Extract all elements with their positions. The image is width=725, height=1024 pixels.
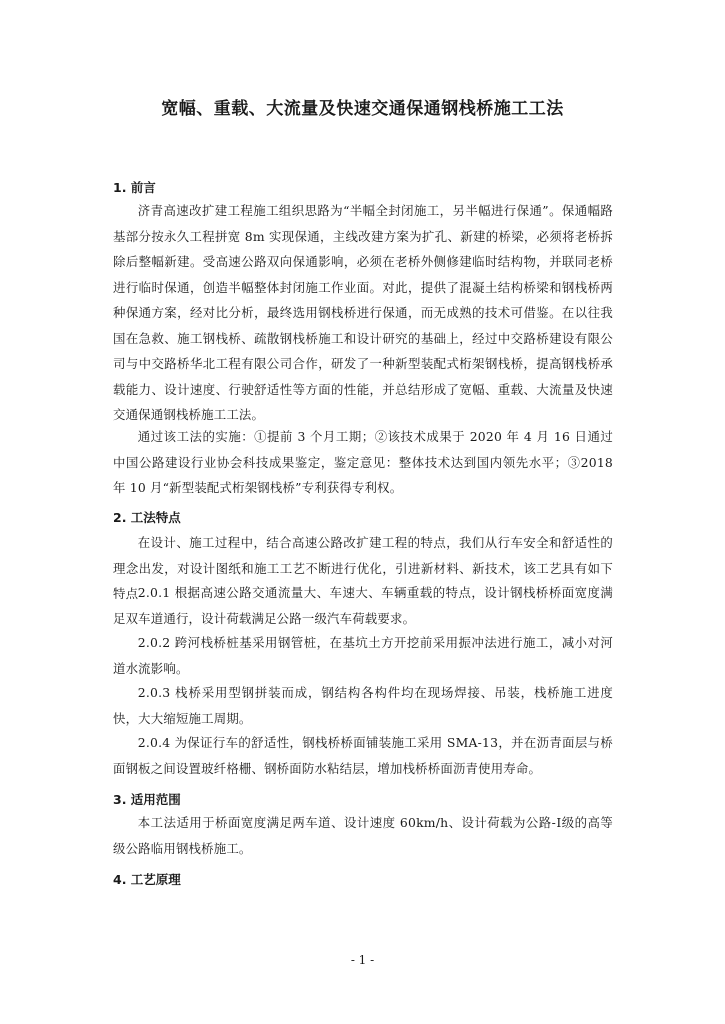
features-item-2-0-4: 2.0.4 为保证行车的舒适性，钢栈桥桥面铺装施工采用 SMA-13，并在沥青面层与桥面钢板之间设置玻纤格栅、钢桥面防水粘结层，增加栈桥桥面沥青使用寿命。 <box>113 735 613 776</box>
section-heading-preface: 1. 前言 <box>113 180 156 195</box>
features-item-2-0-3: 2.0.3 栈桥采用型钢拼装而成，钢结构各构件均在现场焊接、吊装，栈桥施工进度快，大大缩短施工周期。 <box>113 685 613 726</box>
section-heading-scope: 3. 适用范围 <box>113 792 181 807</box>
features-paragraph-intro: 在设计、施工过程中，结合高速公路改扩建工程的特点，我们从行车安全和舒适性的理念出发，对设计图纸和施工工艺不断进行优化，引进新材料、新技术，该工艺具有如下特点 <box>113 535 613 601</box>
scope-paragraph: 本工法适用于桥面宽度满足两车道、设计速度 60km/h、设计荷载为公路-Ⅰ级的高等级公路临用钢栈桥施工。 <box>113 815 613 856</box>
section-heading-features: 2. 工法特点 <box>113 510 181 525</box>
document-title: 宽幅、重载、大流量及快速交通保通钢栈桥施工工法 <box>161 99 564 119</box>
features-item-2-0-2: 2.0.2 跨河栈桥桩基采用钢管桩，在基坑土方开挖前采用振冲法进行施工，减小对河道水流影响。 <box>113 635 613 676</box>
features-item-2-0-1: 2.0.1 根据高速公路交通流量大、车速大、车辆重载的特点，设计钢栈桥桥面宽度满足双车道通行，设计荷载满足公路一级汽车荷载要求。 <box>113 585 613 626</box>
preface-paragraph-1: 济青高速改扩建工程施工组织思路为“半幅全封闭施工，另半幅进行保通”。保通幅路基部分按永久工程拼宽 8m 实现保通，主线改建方案为扩孔、新建的桥梁，必须将老桥拆除后整幅新建。受高速公路双向保通影响，必须在老桥外侧修建临时结构物，并联同老桥进行临时保通，创造半幅整体封闭施工作业面。对此，提供了混凝土结构桥梁和钢栈桥两种保通方案，经对比分析，最终选用钢栈桥进行保通，而无成熟的技术可借鉴。在以往我国在急救、施工钢栈桥、疏散钢栈桥施工和设计研究的基础上，经过中交路桥建设有限公司与中交路桥华北工程有限公司合作，研发了一种新型装配式桁架钢栈桥，提高钢栈桥承载能力、设计速度、行驶舒适性等方面的性能，并总结形成了宽幅、重载、大流量及快速交通保通钢栈桥施工工法。 <box>113 203 613 422</box>
preface-paragraph-2: 通过该工法的实施：①提前 3 个月工期；②该技术成果于 2020 年 4 月 16 日通过中国公路建设行业协会科技成果鉴定，鉴定意见：整体技术达到国内领先水平；③2018 年 10 月“新型装配式桁架钢栈桥”专利获得专利权。 <box>113 429 613 495</box>
page-number: - 1 - <box>350 953 375 967</box>
section-heading-principle: 4. 工艺原理 <box>113 872 181 887</box>
